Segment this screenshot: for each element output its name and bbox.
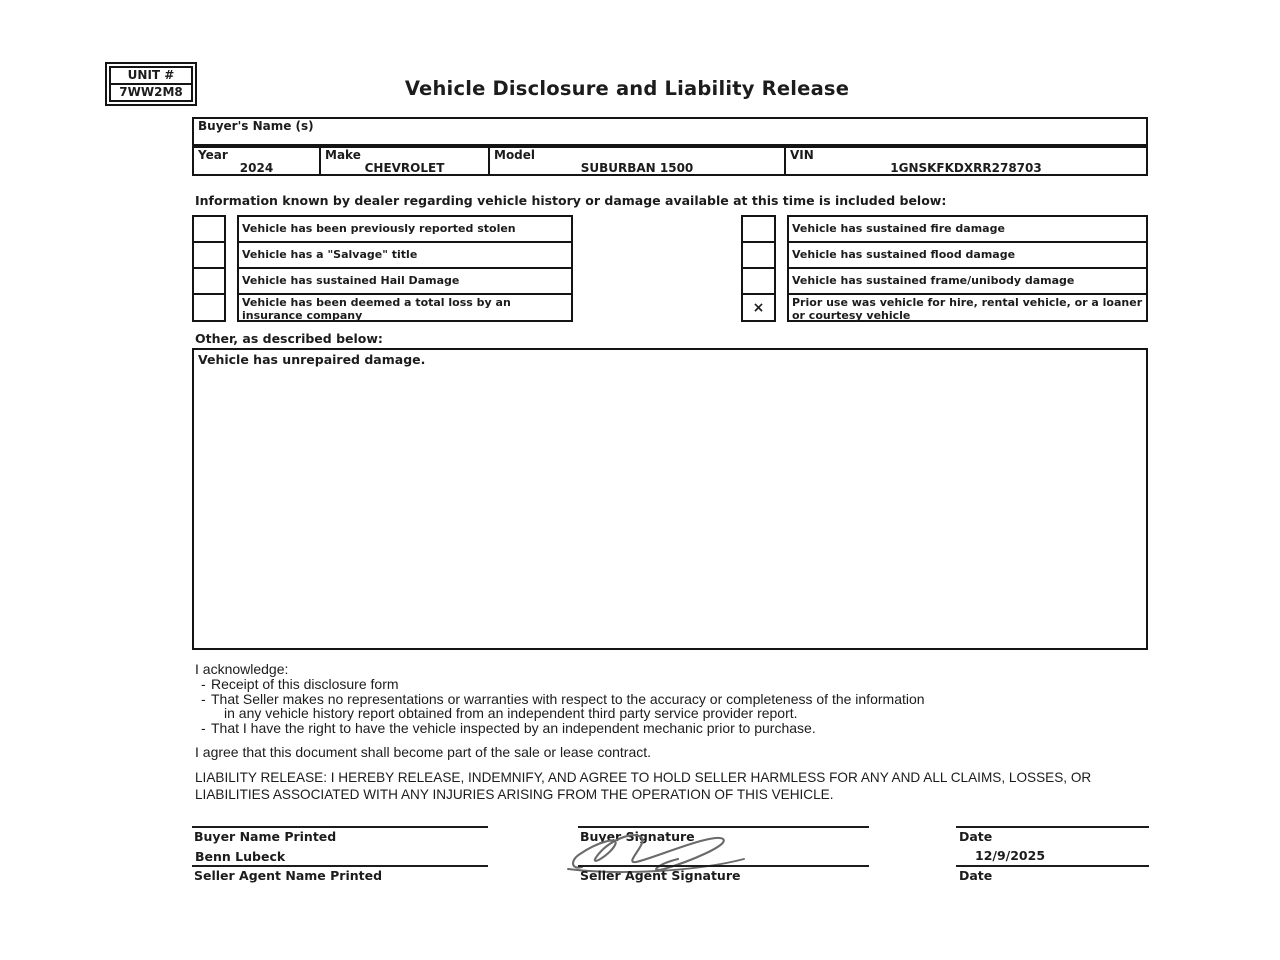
disclosure-intro: Information known by dealer regarding vehicle history or damage available at this time is included below: (195, 193, 947, 208)
vehicle-model-value: SUBURBAN 1500 (580, 161, 694, 175)
acknowledgment-heading: I acknowledge: (195, 661, 289, 677)
buyer-name-printed-label: Buyer Name Printed (194, 829, 337, 844)
seller-date-line (956, 865, 1149, 867)
checkbox-salvage-title[interactable] (194, 243, 224, 269)
other-section-label: Other, as described below: (195, 331, 383, 346)
unit-number-box (105, 62, 197, 106)
label-salvage-title: Vehicle has a "Salvage" title (239, 243, 571, 269)
checkbox-prior-use[interactable] (743, 295, 774, 320)
label-fire-damage: Vehicle has sustained fire damage (789, 217, 1146, 243)
acknowledgment-block (195, 661, 1115, 735)
buyer-name-field[interactable] (192, 117, 1148, 146)
seller-agent-signature-label: Seller Agent Signature (580, 868, 741, 883)
seller-signature-line (578, 865, 869, 867)
checkbox-prior-use-mark: × (752, 299, 765, 316)
label-frame-damage: Vehicle has sustained frame/unibody damage (789, 269, 1146, 295)
vehicle-vin-value: 1GNSKFKDXRR278703 (890, 161, 1042, 175)
checkbox-frame-damage[interactable] (743, 269, 774, 295)
vehicle-make-cell[interactable] (321, 148, 490, 174)
vehicle-year-value: 2024 (239, 161, 274, 175)
vehicle-vin-cell[interactable] (786, 148, 1146, 174)
left-checkbox-column (192, 215, 226, 322)
seller-date-value: 12/9/2025 (975, 848, 1046, 863)
buyer-name-line (192, 826, 488, 828)
buyer-date-label: Date (959, 829, 993, 844)
acknowledgment-item: - That Seller makes no representations or warranties with respect to the accuracy or completeness of the information (201, 690, 925, 707)
vehicle-year-cell[interactable] (194, 148, 321, 174)
liability-release-statement: LIABILITY RELEASE: I HEREBY RELEASE, INDEMNIFY, AND AGREE TO HOLD SELLER HARMLESS FOR ANY AND ALL CLAIMS, LOSSES, OR LIABILITIES ASSOCIATED WITH ANY INJURIES ARISING FROM THE OPERATION OF THIS VEHICLE. (195, 770, 1092, 802)
label-stolen: Vehicle has been previously reported stolen (239, 217, 571, 243)
acknowledgment-item-continuation: in any vehicle history report obtained from an independent third party service provider report. (224, 705, 798, 721)
vehicle-model-cell[interactable] (490, 148, 786, 174)
buyer-signature-line (578, 826, 869, 828)
seller-agent-name-value: Benn Lubeck (195, 849, 286, 864)
checkbox-flood-damage[interactable] (743, 243, 774, 269)
buyer-date-line (956, 826, 1149, 828)
unit-number-label: UNIT # (109, 66, 193, 85)
vehicle-info-row (192, 146, 1148, 176)
vehicle-make-value: CHEVROLET (364, 161, 445, 175)
buyer-name-label: Buyer's Name (s) (198, 119, 314, 133)
right-disclosure-labels (787, 215, 1148, 322)
unit-number-value: 7WW2M8 (109, 85, 193, 102)
right-checkbox-column (741, 215, 776, 322)
checkbox-fire-damage[interactable] (743, 217, 774, 243)
acknowledgment-item: - That I have the right to have the vehicle inspected by an independent mechanic prior to purchase. (201, 719, 816, 736)
label-total-loss: Vehicle has been deemed a total loss by an insurance company (242, 296, 511, 322)
buyer-signature-label: Buyer Signature (580, 829, 695, 844)
other-description-value: Vehicle has unrepaired damage. (198, 352, 426, 367)
label-flood-damage: Vehicle has sustained flood damage (789, 243, 1146, 269)
checkbox-hail-damage[interactable] (194, 269, 224, 295)
other-description-field[interactable] (192, 348, 1148, 650)
agree-statement: I agree that this document shall become part of the sale or lease contract. (195, 744, 652, 760)
vehicle-vin-label: VIN (790, 148, 814, 162)
seller-date-label: Date (959, 868, 993, 883)
page-title: Vehicle Disclosure and Liability Release (404, 77, 850, 100)
acknowledgment-item: - Receipt of this disclosure form (201, 676, 399, 692)
vehicle-make-label: Make (325, 148, 361, 162)
left-disclosure-labels (237, 215, 573, 322)
vehicle-model-label: Model (494, 148, 536, 162)
label-hail-damage: Vehicle has sustained Hail Damage (239, 269, 571, 295)
seller-agent-name-printed-label: Seller Agent Name Printed (194, 868, 383, 883)
checkbox-total-loss[interactable] (194, 295, 224, 320)
label-prior-use: Prior use was vehicle for hire, rental vehicle, or a loaner or courtesy vehicle (792, 296, 1143, 322)
vehicle-year-label: Year (198, 148, 228, 162)
checkbox-stolen[interactable] (194, 217, 224, 243)
seller-name-line (192, 865, 488, 867)
